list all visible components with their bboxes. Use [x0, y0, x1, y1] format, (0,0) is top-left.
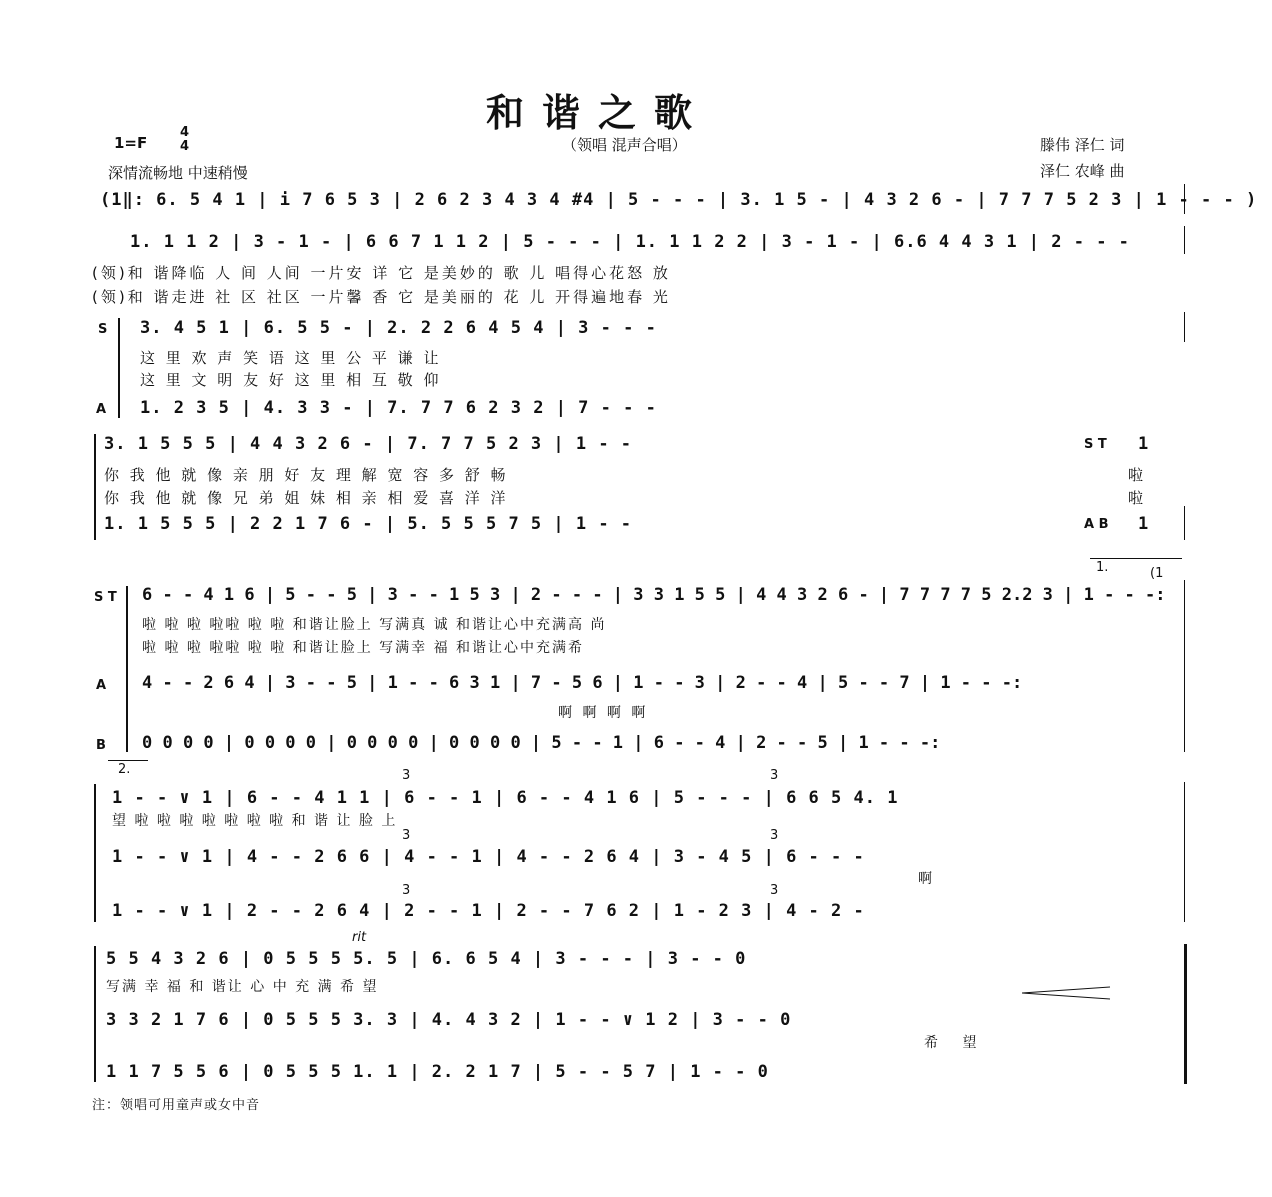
song-subtitle: （领唱 混声合唱） [562, 136, 687, 154]
system4-end-barline [1184, 580, 1185, 752]
system6-lower-notes: 1 1 7 5 5 6 | 0 5 5 5 1. 1 | 2. 2 1 7 | 5 - - 5 7 | 1 - - 0 [106, 1062, 769, 1082]
repeat-mark: (1 [1150, 566, 1164, 581]
system2-brace [118, 318, 120, 418]
key-signature: 1=F [114, 134, 148, 152]
volta-1-bracket [1090, 558, 1182, 559]
system3-st-lyric-1: 啦 [1128, 466, 1147, 484]
solo-notes: 1. 1 1 2 | 3 - 1 - | 6 6 7 1 1 2 | 5 - - - | 1. 1 1 2 2 | 3 - 1 - | 6.6 4 4 3 1 | 2 - - - [130, 232, 1130, 252]
system5-upper-lyric: 望 啦 啦 啦 啦 啦 啦 啦 和 谐 让 脸 上 [112, 813, 398, 829]
composer-credit: 泽仁 农峰 曲 [1040, 162, 1125, 180]
triplet-mark-1: 3 [402, 768, 411, 783]
song-title: 和谐之歌 [486, 90, 711, 135]
time-bottom: 4 [180, 139, 190, 154]
system5-upper-notes: 1 - - ∨ 1 | 6 - - 4 1 1 | 6 - - 1 | 6 - - 4 1 6 | 5 - - - | 6 6 5 4. 1 [112, 788, 899, 808]
system5-lower-notes: 1 - - ∨ 1 | 2 - - 2 6 4 | 2 - - 1 | 2 - - 7 6 2 | 1 - 2 3 | 4 - 2 - [112, 901, 865, 921]
system2-lyric-1: 这 里 欢 声 笑 语 这 里 公 平 谦 让 [140, 349, 442, 367]
system6-upper-notes: 5 5 4 3 2 6 | 0 5 5 5 5. 5 | 6. 6 5 4 | 3 - - - | 3 - - 0 [106, 949, 747, 969]
system5-middle-notes: 1 - - ∨ 1 | 4 - - 2 6 6 | 4 - - 1 | 4 - - 2 6 4 | 3 - 4 5 | 6 - - - [112, 847, 865, 867]
system4-a-label: A [96, 678, 107, 693]
volta-2-bracket [108, 760, 148, 761]
system4-a-notes: 4 - - 2 6 4 | 3 - - 5 | 1 - - 6 3 1 | 7 - 5 6 | 1 - - 3 | 2 - - 4 | 5 - - 7 | 1 - - -: [142, 673, 1023, 693]
system2-lyric-2: 这 里 文 明 友 好 这 里 相 互 敬 仰 [140, 371, 442, 389]
system3-st-lyric-2: 啦 [1128, 489, 1147, 507]
triplet-mark-5: 3 [402, 883, 411, 898]
footnote: 注：领唱可用童声或女中音 [92, 1098, 261, 1113]
system2-a-label: A [96, 402, 107, 417]
time-top: 4 [180, 125, 190, 140]
solo-end-barline [1184, 226, 1185, 254]
volta-2: 2. [118, 762, 131, 777]
system5-middle-lyric: 啊 [918, 871, 935, 887]
system2-s-notes: 3. 4 5 1 | 6. 5 5 - | 2. 2 2 6 4 5 4 | 3 - - - [140, 318, 657, 338]
system6-middle-notes: 3 3 2 1 7 6 | 0 5 5 5 3. 3 | 4. 4 3 2 | 1 - - ∨ 1 2 | 3 - - 0 [106, 1010, 792, 1030]
system3-lower-notes: 1. 1 5 5 5 | 2 2 1 7 6 - | 5. 5 5 5 7 5 | 1 - - [104, 514, 633, 534]
system4-brace [126, 586, 128, 752]
time-signature [180, 126, 189, 154]
system3-ab-label: A B [1084, 517, 1109, 532]
system4-s-notes: 6 - - 4 1 6 | 5 - - 5 | 3 - - 1 5 3 | 2 - - - | 3 3 1 5 5 | 4 4 3 2 6 - | 7 7 7 7 5 2.2 3 | 1 - - -: [142, 585, 1166, 605]
tempo-marking: 深情流畅地 中速稍慢 [108, 164, 248, 182]
solo-lyric-2: (领)和 谐走进 社 区 社区 一片馨 香 它 是美丽的 花 儿 开得遍地春 光 [92, 288, 671, 306]
system2-s-label: S [98, 322, 108, 337]
system3-ab-note: 1 [1138, 514, 1150, 534]
system3-st-label: S T [1084, 437, 1107, 452]
intro-notes: (1‖: 6. 5 4 1 | i 7 6 5 3 | 2 6 2 3 4 3 4 #4 | 5 - - - | 3. 1 5 - | 4 3 2 6 - | 7 7 7 5 2 3 | 1 - - - ) [100, 190, 1258, 210]
system3-lyric-1: 你 我 他 就 像 亲 朋 好 友 理 解 宽 容 多 舒 畅 [104, 466, 509, 484]
rit-marking: rit [352, 930, 367, 945]
triplet-mark-4: 3 [770, 828, 779, 843]
system3-lyric-2: 你 我 他 就 像 兄 弟 姐 妹 相 亲 相 爱 喜 洋 洋 [104, 489, 509, 507]
system3-end-barline [1184, 506, 1185, 540]
intro-end-barline [1184, 184, 1185, 214]
system3-upper-notes: 3. 1 5 5 5 | 4 4 3 2 6 - | 7. 7 7 5 2 3 | 1 - - [104, 434, 633, 454]
final-barline [1184, 944, 1187, 1084]
system6-brace [94, 946, 96, 1082]
system6-upper-lyric: 写满 幸 福 和 谐让 心 中 充 满 希 望 [106, 979, 379, 995]
system3-st-note: 1 [1138, 434, 1150, 454]
system4-b-label: B [96, 738, 106, 753]
triplet-mark-2: 3 [770, 768, 779, 783]
volta-1: 1. [1096, 560, 1109, 575]
triplet-mark-3: 3 [402, 828, 411, 843]
system4-a-lyric: 啊 啊 啊 啊 [558, 705, 649, 721]
system4-lyric-2: 啦 啦 啦 啦啦 啦 啦 和谐让脸上 写满幸 福 和谐让心中充满希 [142, 640, 585, 656]
system4-lyric-1: 啦 啦 啦 啦啦 啦 啦 和谐让脸上 写满真 诚 和谐让心中充满高 尚 [142, 617, 607, 633]
system3-brace [94, 434, 96, 540]
lyricist-credit: 滕伟 泽仁 词 [1040, 136, 1125, 154]
system6-middle-lyric: 希 望 [924, 1035, 987, 1051]
decrescendo-hairpin [1022, 985, 1112, 1001]
system4-s-label: S T [94, 590, 117, 605]
solo-lyric-1: (领)和 谐降临 人 间 人间 一片安 详 它 是美妙的 歌 儿 唱得心花怒 放 [92, 264, 671, 282]
system4-b-notes: 0 0 0 0 | 0 0 0 0 | 0 0 0 0 | 0 0 0 0 | 5 - - 1 | 6 - - 4 | 2 - - 5 | 1 - - -: [142, 733, 941, 753]
system5-brace [94, 784, 96, 922]
system5-end-barline [1184, 782, 1185, 922]
system2-end-barline [1184, 312, 1185, 342]
triplet-mark-6: 3 [770, 883, 779, 898]
system2-a-notes: 1. 2 3 5 | 4. 3 3 - | 7. 7 7 6 2 3 2 | 7 - - - [140, 398, 657, 418]
